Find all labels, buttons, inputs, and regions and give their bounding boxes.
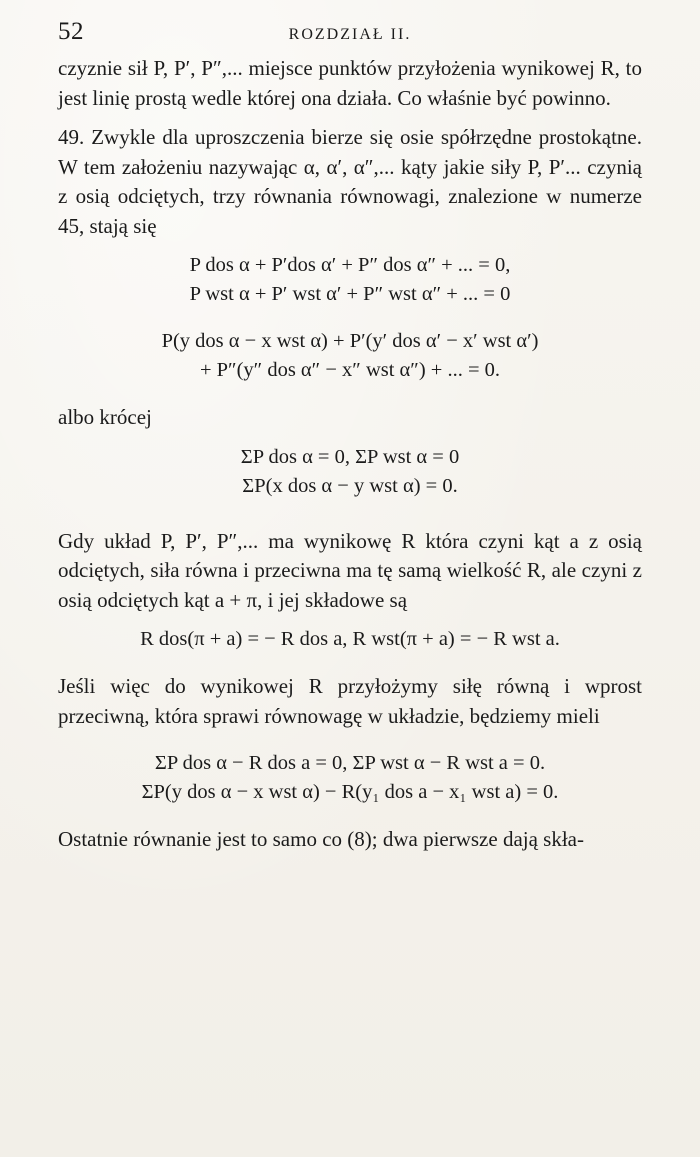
equation-resultant-components: R dos(π + a) = − R dos a, R wst(π + a) = − R wst a. — [140, 628, 560, 650]
paragraph-resultant: Gdy układ P, P′, P″,... ma wynikowę R która czyni kąt a z osią odciętych, siła równa i przeciwna ma tę samą wielkość R, ale czyni z osią odciętych kąt a + π, i jej składowe są — [58, 528, 642, 612]
paragraph-albo-krocej: albo krócej — [58, 405, 152, 429]
paragraph-section-49: 49. Zwykle dla uproszczenia bierze się osie spółrzędne prostokątne. W tem założeniu nazywając α, α′, α″,... kąty jakie siły P, P′... czynią z osią odciętych, trzy równania równowagi, znalezione w numerze 45, stają się — [58, 125, 642, 238]
page-number: 52 — [58, 18, 84, 45]
page-header — [58, 18, 642, 46]
equation-sum-sin: P wst α + P′ wst α′ + P″ wst α″ + ... = 0 — [189, 283, 511, 305]
running-head: ROZDZIAŁ II. — [288, 26, 412, 43]
equation-sum-cos: P dos α + P′dos α′ + P″ dos α″ + ... = 0, — [189, 254, 511, 276]
paragraph-final: Ostatnie równanie jest to samo co (8); dwa pierwsze dają skła- — [58, 827, 584, 851]
equation-short-moment: ΣP(x dos α − y wst α) = 0. — [242, 474, 458, 497]
equation-moment-line2: + P″(y″ dos α″ − x″ wst α″) + ... = 0. — [199, 359, 501, 381]
paragraph-opposite-force: Jeśli więc do wynikowej R przyłożymy siłę równą i wprost przeciwną, która sprawi równowagę w układzie, będziemy mieli — [58, 674, 642, 728]
equation-short-sums: ΣP dos α = 0, ΣP wst α = 0 — [240, 445, 460, 468]
paragraph-continuation: czyznie sił P, P′, P″,... miejsce punktów przyłożenia wynikowej R, to jest linię prostą wedle której ona działa. Co właśnie być powinno. — [58, 56, 642, 110]
equation-moment-line1: P(y dos α − x wst α) + P′(y′ dos α′ − x′ wst α′) — [161, 330, 539, 352]
equation-equilibrium-sums: ΣP dos α − R dos a = 0, ΣP wst α − R wst a = 0. — [154, 752, 546, 774]
equation-equilibrium-moment: ΣP(y dos α − x wst α) − R(y₁ dos a − x₁ wst a) = 0. — [141, 781, 559, 803]
